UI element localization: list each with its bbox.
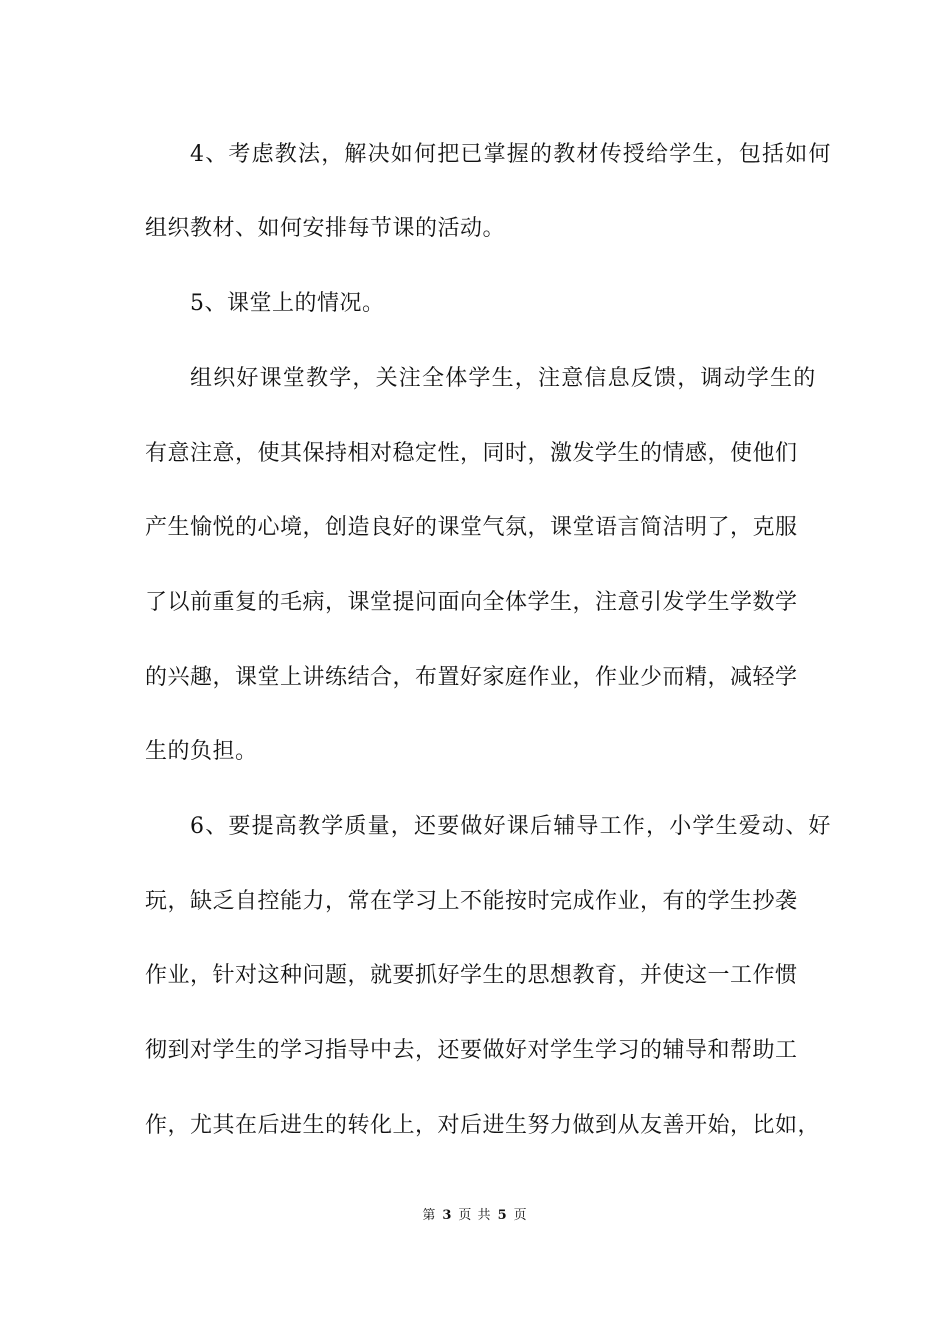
footer-prefix: 第 [422,1208,437,1223]
footer-middle: 页 共 [458,1208,492,1223]
paragraph-6-line-3: 作业，针对这种问题，就要抓好学生的思想教育，并使这一工作惯 [145,963,798,988]
paragraph-6-line-2: 玩，缺乏自控能力，常在学习上不能按时完成作业，有的学生抄袭 [145,889,798,914]
paragraph-5-body-line-6: 生的负担。 [145,739,258,764]
paragraph-6-line-4: 彻到对学生的学习指导中去，还要做好对学生学习的辅导和帮助工 [145,1038,798,1063]
paragraph-5-body-line-2: 有意注意，使其保持相对稳定性，同时，激发学生的情感，使他们 [145,441,798,466]
paragraph-5-heading: 5、课堂上的情况。 [190,291,385,316]
footer-suffix: 页 [513,1208,528,1223]
paragraph-6-line-5: 作，尤其在后进生的转化上，对后进生努力做到从友善开始，比如， [145,1113,821,1138]
paragraph-4-line-1: 4、考虑教法，解决如何把已掌握的教材传授给学生，包括如何 [190,142,832,167]
paragraph-5-body-line-1: 组织好课堂教学，关注全体学生，注意信息反馈，调动学生的 [190,366,817,391]
paragraph-6-line-1: 6、要提高教学质量，还要做好课后辅导工作，小学生爱动、好 [190,814,832,839]
footer-total-pages: 5 [497,1208,508,1223]
footer-current-page: 3 [442,1208,453,1223]
page-footer [0,1207,950,1225]
paragraph-5-body-line-4: 了以前重复的毛病，课堂提问面向全体学生，注意引发学生学数学 [145,590,798,615]
paragraph-5-body-line-5: 的兴趣，课堂上讲练结合，布置好家庭作业，作业少而精，减轻学 [145,665,798,690]
paragraph-4-line-2: 组织教材、如何安排每节课的活动。 [145,216,506,241]
paragraph-5-body-line-3: 产生愉悦的心境，创造良好的课堂气氛，课堂语言简洁明了，克服 [145,515,798,540]
